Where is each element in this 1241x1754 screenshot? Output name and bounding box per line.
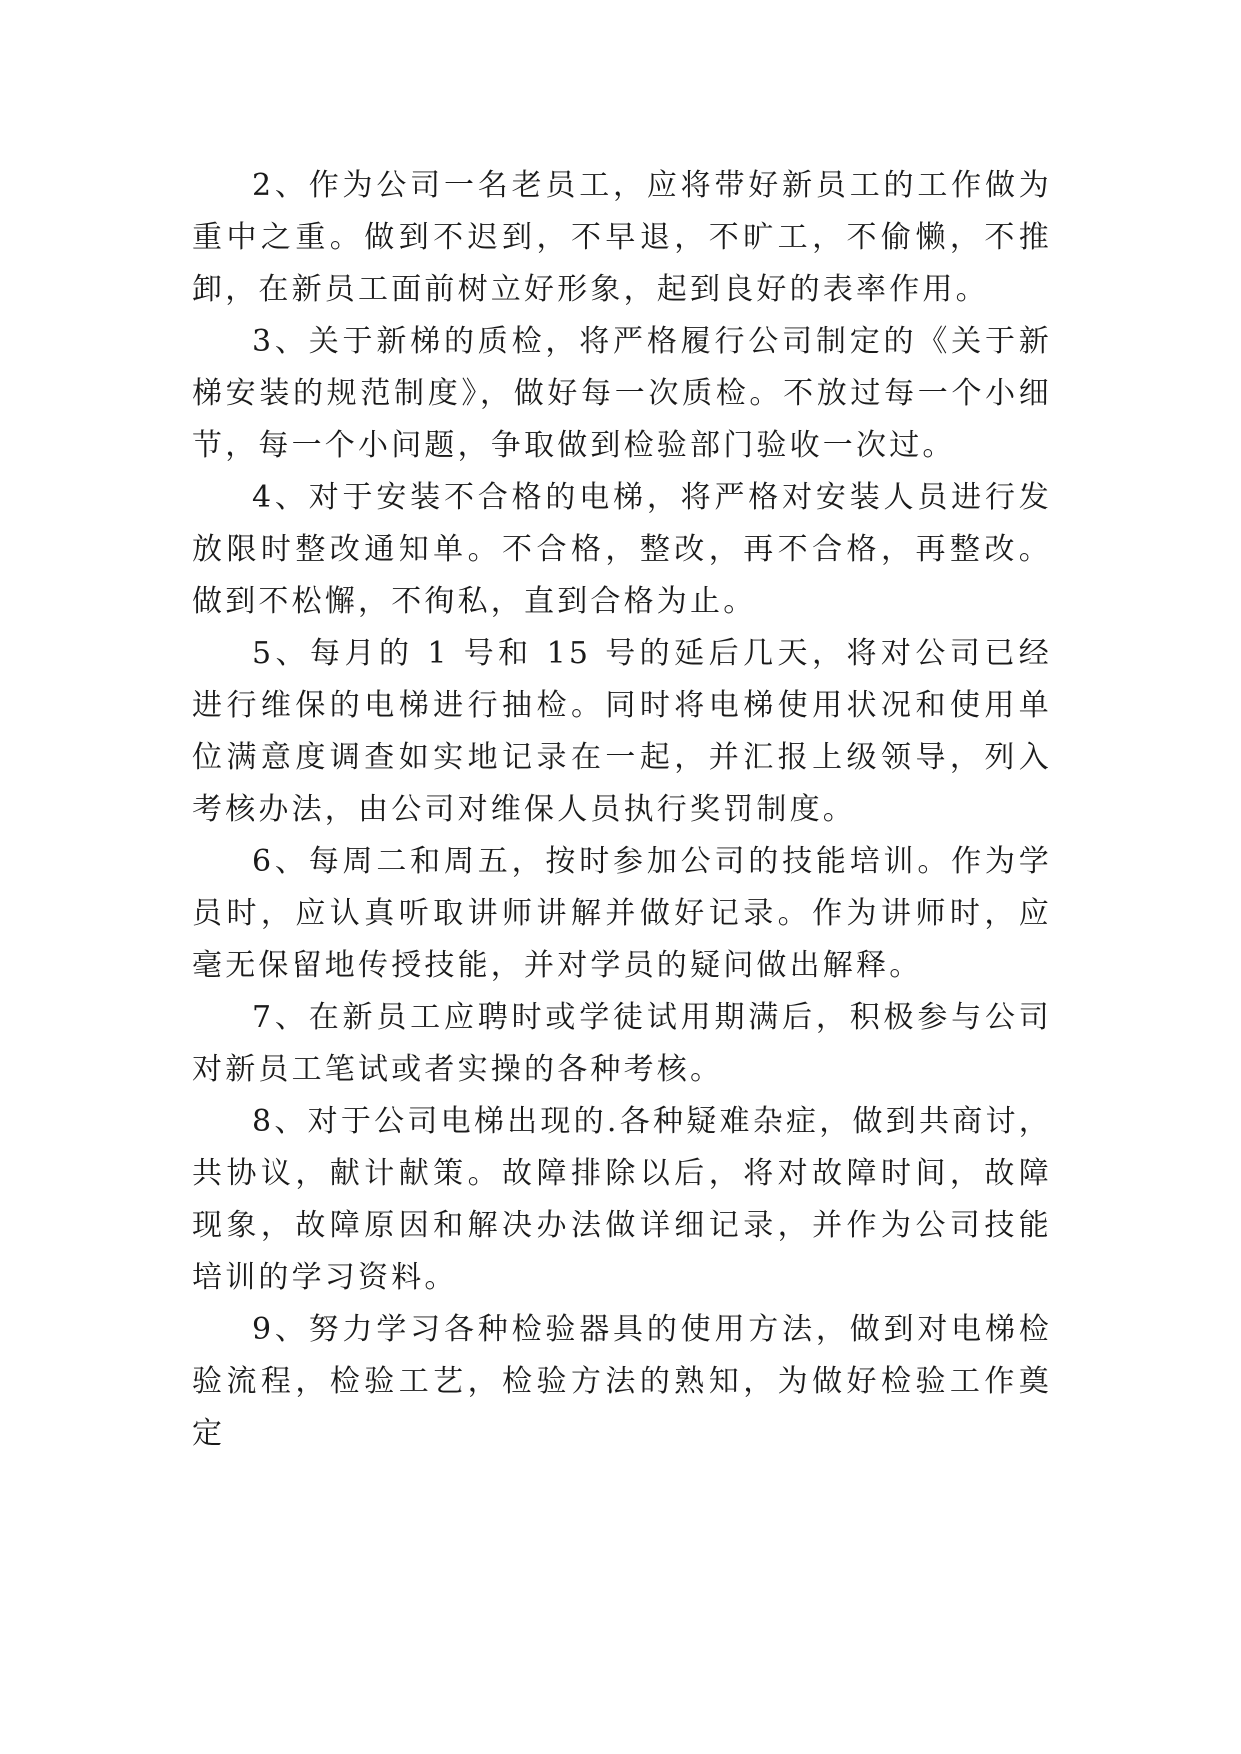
paragraph-3: 3、关于新梯的质检，将严格履行公司制定的《关于新梯安装的规范制度》，做好每一次质检。不放过每一个小细节，每一个小问题，争取做到检验部门验收一次过。 xyxy=(192,324,1052,463)
document-body xyxy=(192,160,1052,1460)
paragraph-2: 2、作为公司一名老员工，应将带好新员工的工作做为重中之重。做到不迟到，不早退，不旷工，不偷懒，不推卸，在新员工面前树立好形象，起到良好的表率作用。 xyxy=(192,168,1052,307)
paragraph-9: 9、努力学习各种检验器具的使用方法，做到对电梯检验流程，检验工艺，检验方法的熟知，为做好检验工作奠定 xyxy=(192,1312,1052,1451)
paragraph-4: 4、对于安装不合格的电梯，将严格对安装人员进行发放限时整改通知单。不合格，整改，再不合格，再整改。做到不松懈，不徇私，直到合格为止。 xyxy=(192,480,1052,619)
paragraph-8: 8、对于公司电梯出现的.各种疑难杂症，做到共商讨，共协议，献计献策。故障排除以后，将对故障时间，故障现象，故障原因和解决办法做详细记录，并作为公司技能培训的学习资料。 xyxy=(192,1104,1052,1295)
paragraph-6: 6、每周二和周五，按时参加公司的技能培训。作为学员时，应认真听取讲师讲解并做好记录。作为讲师时，应毫无保留地传授技能，并对学员的疑问做出解释。 xyxy=(192,844,1052,983)
paragraph-5: 5、每月的 1 号和 15 号的延后几天，将对公司已经进行维保的电梯进行抽检。同时将电梯使用状况和使用单位满意度调查如实地记录在一起，并汇报上级领导，列入考核办法，由公司对维保人员执行奖罚制度。 xyxy=(192,636,1052,827)
paragraph-7: 7、在新员工应聘时或学徒试用期满后，积极参与公司对新员工笔试或者实操的各种考核。 xyxy=(192,1000,1052,1087)
